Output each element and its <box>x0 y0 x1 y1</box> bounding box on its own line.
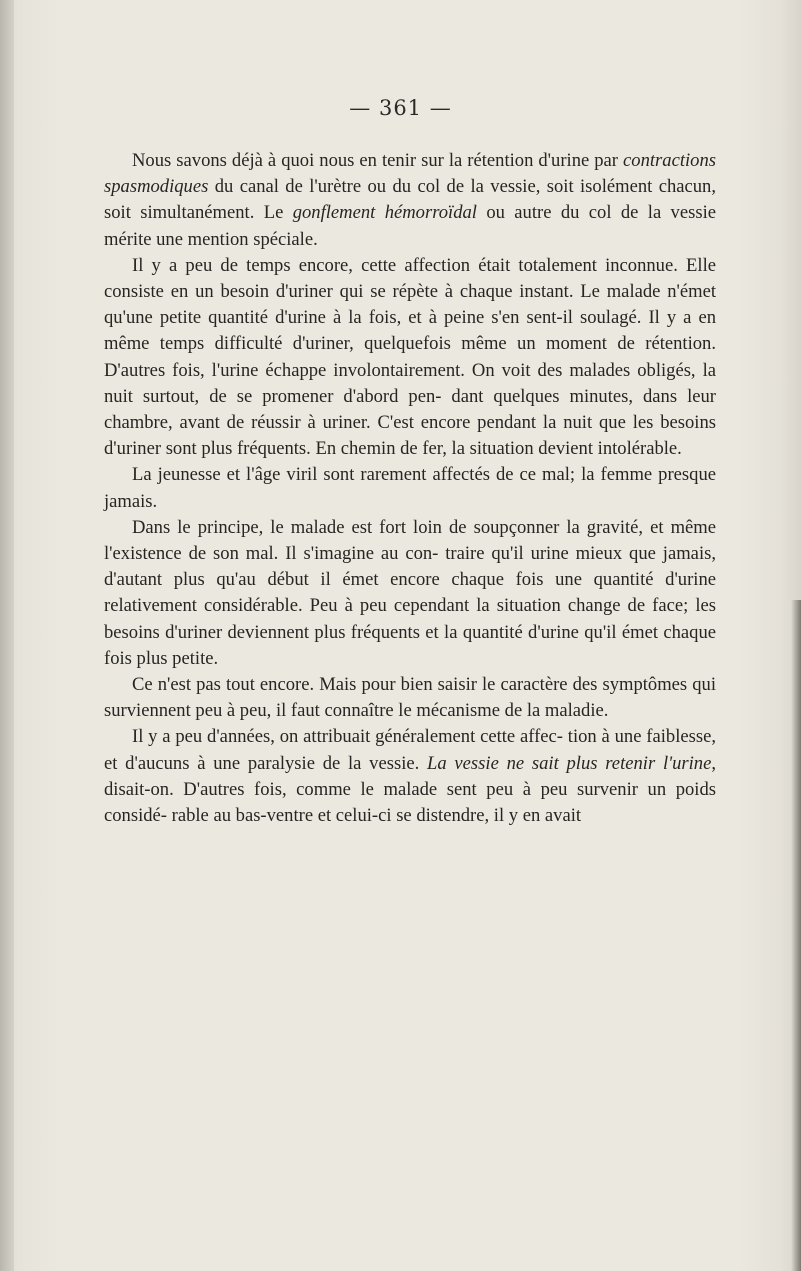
text-run: ou autre du col de la vessie mérite une mention spéciale. <box>104 202 717 250</box>
text-run: Ce n'est pas tout encore. Mais pour bien saisir le caractère des symptômes qui surviennent peu à peu, il faut connaître le mécanisme de la maladie. <box>104 674 716 722</box>
text-run: Il y a peu de temps encore, cette affection était totalement inconnue. Elle consiste en un besoin d'uriner qui se répète à chaque instant. Le malade n'émet qu'une petite quantité d'urine à la fois, et à peine s'en sent-il soulagé. Il y a en même temps difficulté d'uriner, quelquefois même un moment de rétention. D'autres fois, l'urine échappe involontairement. On voit des malades obligés, la nuit surtout, de se promener d'abord pen- dant quelques minutes, dans leur chambre, avant de réussir à uriner. C'est encore pendant la nuit que les besoins d'uriner sont plus fréquents. En chemin de fer, la situation devient intolérable. <box>104 254 716 460</box>
paragraph <box>104 672 716 724</box>
page-number: — 361 — <box>349 96 452 120</box>
body-text <box>104 148 716 829</box>
italic-text-run: gonflement hémorroïdal <box>292 202 477 224</box>
text-run: du canal de l'urètre ou du col de la vessie, soit isolément chacun, soit simultanément. Le <box>104 176 716 224</box>
text-run: Nous savons déjà à quoi nous en tenir sur la rétention d'urine par <box>132 150 624 171</box>
paragraph <box>104 253 716 463</box>
page-edge-shadow <box>791 600 801 1271</box>
text-run: Dans le principe, le malade est fort loin de soupçonner la gravité, et même l'existence de son mal. Il s'imagine au con- traire qu'il urine mieux que jamais, d'autant plus qu'au début il émet encore chaque fois une quantité d'urine relativement considérable. Peu à peu cependant la situation change de face; les besoins d'uriner deviennent plus fréquents et la quantité d'urine qu'il émet chaque fois plus petite. <box>104 516 716 669</box>
text-run: Il y a peu d'années, on attribuait généralement cette affec- tion à une faiblesse, et d'aucuns à une paralysie de la vessie. <box>104 726 716 774</box>
book-spine-shadow <box>0 0 14 1271</box>
paragraph <box>104 515 716 672</box>
italic-text-run: La vessie ne sait plus retenir l'urine <box>427 752 712 774</box>
paragraph <box>104 462 716 514</box>
italic-text-run: contractions spasmodiques <box>104 150 716 198</box>
paragraph <box>104 148 716 253</box>
text-run: , disait-on. D'autres fois, comme le malade sent peu à peu survenir un poids considé- rable au bas-ventre et celui-ci se distendre, il y en avait <box>104 752 716 827</box>
paragraph <box>104 724 716 829</box>
text-run: La jeunesse et l'âge viril sont rarement affectés de ce mal; la femme presque jamais. <box>104 464 716 512</box>
